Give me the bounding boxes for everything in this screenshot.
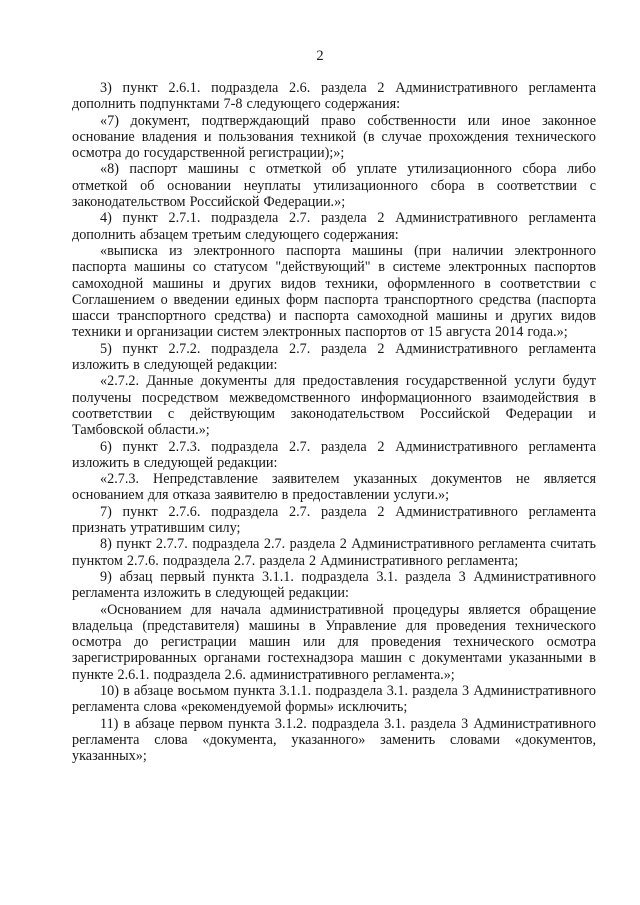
paragraph-item-8: 8) пункт 2.7.7. подраздела 2.7. раздела 2 Административного регламента считать пунктом 2.7.6. подраздела 2.7. раздела 2 Административного регламента; <box>72 536 596 569</box>
paragraph-subitem-8: «8) паспорт машины с отметкой об уплате утилизационного сбора либо отметкой об основании неуплаты утилизационного сбора в соответствии с законодательством Российской Федерации.»; <box>72 161 596 211</box>
paragraph-clause-2-7-2: «2.7.2. Данные документы для предоставления государственной услуги будут получены посредством межведомственного информационного взаимодействия в соответствии с действующим законодательством Российской Федерации и Тамбовской области.»; <box>72 373 596 439</box>
paragraph-item-9: 9) абзац первый пункта 3.1.1. подраздела 3.1. раздела 3 Административного регламента изложить в следующей редакции: <box>72 568 596 602</box>
document-body <box>72 80 596 764</box>
paragraph-item-11: 11) в абзаце первом пункта 3.1.2. подраздела 3.1. раздела 3 Административного регламента слова «документа, указанного» заменить словами «документов, указанных»; <box>72 715 596 765</box>
page-number: 2 <box>316 48 324 64</box>
paragraph-item-4: 4) пункт 2.7.1. подраздела 2.7. раздела 2 Административного регламента дополнить абзацем третьим следующего содержания: <box>72 210 596 243</box>
paragraph-item-7: 7) пункт 2.7.6. подраздела 2.7. раздела 2 Административного регламента признать утратившим силу; <box>72 503 596 537</box>
paragraph-subitem-7: «7) документ, подтверждающий право собственности или иное законное основание владения и пользования техникой (в случае прохождения технического осмотра до государственной регистрации);»; <box>72 112 596 162</box>
paragraph-clause-2-7-3: «2.7.3. Непредставление заявителем указанных документов не является основанием для отказа заявителю в предоставлении услуги.»; <box>72 471 596 504</box>
paragraph-electronic-passport-quote: «выписка из электронного паспорта машины (при наличии электронного паспорта машины со статусом "действующий" в системе электронных паспортов самоходной машины и других видов техники, оформленного в соответствии с Соглашением о введении единых форм паспорта транспортного средства (паспорта шасси транспортного средства) и паспорта самоходной машины и других видов техники и организации систем электронных паспортов от 15 августа 2014 года.»; <box>72 242 596 341</box>
paragraph-item-5: 5) пункт 2.7.2. подраздела 2.7. раздела 2 Административного регламента изложить в следующей редакции: <box>72 340 596 374</box>
paragraph-item-6: 6) пункт 2.7.3. подраздела 2.7. раздела 2 Административного регламента изложить в следующей редакции: <box>72 438 596 471</box>
paragraph-item-10: 10) в абзаце восьмом пункта 3.1.1. подраздела 3.1. раздела 3 Административного регламента слова «рекомендуемой формы» исключить; <box>72 682 596 716</box>
paragraph-procedure-basis-quote: «Основанием для начала административной процедуры является обращение владельца (представителя) машины в Управление для проведения технического осмотра до регистрации машин или для проведения технического осмотра зарегистрированных органами гостехнадзора машин с документами указанными в пункте 2.6.1. подраздела 2.6. административного регламента.»; <box>72 601 596 683</box>
paragraph-item-3: 3) пункт 2.6.1. подраздела 2.6. раздела 2 Административного регламента дополнить подпунктами 7-8 следующего содержания: <box>72 80 596 113</box>
